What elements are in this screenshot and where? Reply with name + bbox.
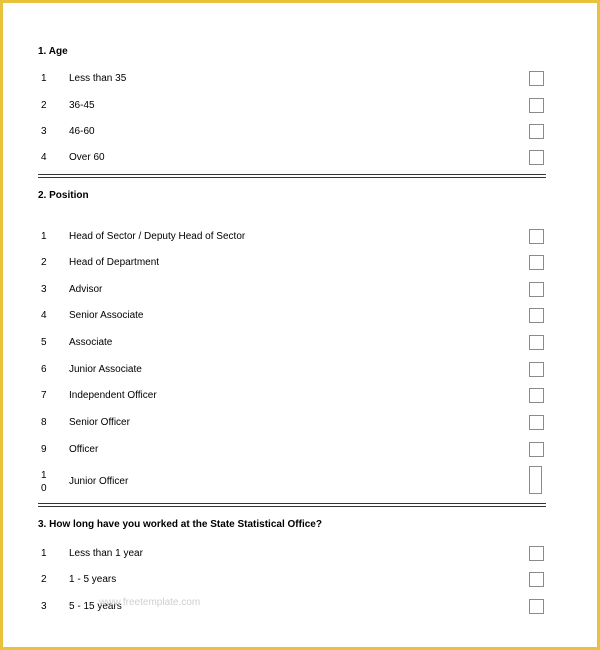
checkbox[interactable]	[529, 335, 544, 350]
item-label: 5 - 15 years	[69, 601, 122, 612]
checkbox[interactable]	[529, 546, 544, 561]
item-number: 10	[41, 470, 47, 494]
watermark-text: www.freetemplate.com	[99, 597, 201, 608]
list-item	[38, 440, 546, 460]
section-divider	[38, 174, 546, 178]
item-label: Junior Associate	[69, 364, 142, 375]
item-number: 2	[41, 100, 47, 111]
section-title-tenure: 3. How long have you worked at the State Statistical Office?	[38, 519, 322, 530]
list-item	[38, 306, 546, 326]
list-item	[38, 148, 546, 168]
checkbox[interactable]	[529, 150, 544, 165]
item-number: 3	[41, 126, 47, 137]
checkbox[interactable]	[529, 255, 544, 270]
list-item	[38, 280, 546, 300]
item-label: Officer	[69, 444, 99, 455]
checkbox[interactable]	[529, 229, 544, 244]
list-item	[38, 386, 546, 406]
list-item	[38, 253, 546, 273]
list-item	[38, 122, 546, 142]
item-number: 6	[41, 364, 47, 375]
checkbox[interactable]	[529, 124, 544, 139]
item-number: 7	[41, 390, 47, 401]
item-label: Head of Sector / Deputy Head of Sector	[69, 231, 246, 242]
item-label: Advisor	[69, 284, 103, 295]
checkbox[interactable]	[529, 362, 544, 377]
list-item	[38, 333, 546, 353]
list-item	[38, 69, 546, 89]
checkbox[interactable]	[529, 572, 544, 587]
checkbox[interactable]	[529, 71, 544, 86]
checkbox[interactable]	[529, 308, 544, 323]
list-item	[38, 544, 546, 564]
item-label: Associate	[69, 337, 113, 348]
item-label: 1 - 5 years	[69, 574, 117, 585]
list-item	[38, 227, 546, 247]
item-number: 4	[41, 152, 47, 163]
item-number: 1	[41, 231, 47, 242]
item-label: Less than 35	[69, 73, 127, 84]
checkbox[interactable]	[529, 415, 544, 430]
checkbox[interactable]	[529, 442, 544, 457]
checkbox[interactable]	[529, 599, 544, 614]
item-number: 3	[41, 284, 47, 295]
item-number: 4	[41, 310, 47, 321]
item-number: 2	[41, 257, 47, 268]
item-number: 2	[41, 574, 47, 585]
item-label: 36-45	[69, 100, 95, 111]
checkbox[interactable]	[529, 282, 544, 297]
item-number: 5	[41, 337, 47, 348]
item-number: 3	[41, 601, 47, 612]
section-divider	[38, 503, 546, 507]
item-label: Senior Officer	[69, 417, 130, 428]
section-title-position: 2. Position	[38, 190, 89, 201]
checkbox[interactable]	[529, 466, 542, 494]
questionnaire-page	[3, 3, 597, 647]
list-item	[38, 570, 546, 590]
item-number: 8	[41, 417, 47, 428]
item-label: Independent Officer	[69, 390, 157, 401]
list-item	[38, 472, 546, 492]
item-label: Junior Officer	[69, 476, 129, 487]
item-label: 46-60	[69, 126, 95, 137]
item-number: 1	[41, 548, 47, 559]
checkbox[interactable]	[529, 98, 544, 113]
list-item	[38, 96, 546, 116]
checkbox[interactable]	[529, 388, 544, 403]
item-number: 1	[41, 73, 47, 84]
list-item	[38, 360, 546, 380]
list-item	[38, 413, 546, 433]
item-label: Over 60	[69, 152, 105, 163]
item-label: Less than 1 year	[69, 548, 143, 559]
item-label: Senior Associate	[69, 310, 144, 321]
section-title-age: 1. Age	[38, 46, 68, 57]
item-label: Head of Department	[69, 257, 160, 268]
item-number: 9	[41, 444, 47, 455]
